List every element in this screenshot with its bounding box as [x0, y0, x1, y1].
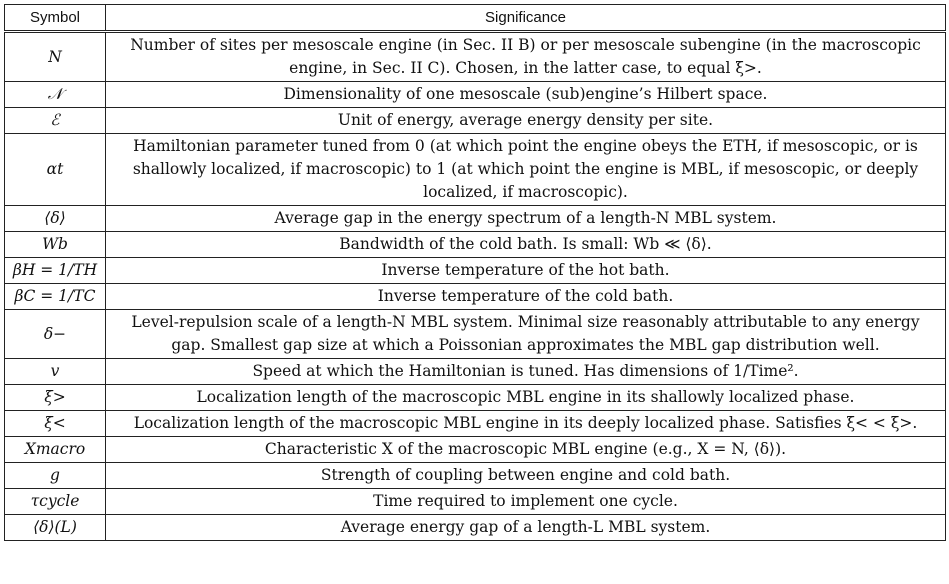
symbol-cell: N: [5, 32, 106, 82]
significance-cell: Hamiltonian parameter tuned from 0 (at which point the engine obeys the ETH, if mesoscopic, or is shallowly localized, if macroscopic) to 1 (at which point the engine is MBL, if mesoscopic, or deeply localized, if macroscopic).: [106, 134, 946, 206]
table-row: [5, 359, 946, 385]
significance-cell: Dimensionality of one mesoscale (sub)engine’s Hilbert space.: [106, 82, 946, 108]
table-row: [5, 206, 946, 232]
table-row: [5, 310, 946, 359]
symbol-cell: g: [5, 463, 106, 489]
symbol-cell: ⟨δ⟩(L): [5, 515, 106, 541]
significance-cell: Bandwidth of the cold bath. Is small: Wb ≪ ⟨δ⟩.: [106, 232, 946, 258]
table-row: [5, 284, 946, 310]
symbol-table: [4, 4, 946, 541]
significance-cell: Inverse temperature of the cold bath.: [106, 284, 946, 310]
significance-cell: Average gap in the energy spectrum of a length-N MBL system.: [106, 206, 946, 232]
significance-cell: Strength of coupling between engine and cold bath.: [106, 463, 946, 489]
symbol-cell: βC = 1/TC: [5, 284, 106, 310]
symbol-cell: v: [5, 359, 106, 385]
header-symbol: Symbol: [5, 5, 106, 32]
table-header-row: [5, 5, 946, 32]
table-row: [5, 411, 946, 437]
symbol-cell: αt: [5, 134, 106, 206]
table-row: [5, 108, 946, 134]
symbol-cell: Wb: [5, 232, 106, 258]
symbol-cell: ξ>: [5, 385, 106, 411]
significance-cell: Speed at which the Hamiltonian is tuned. Has dimensions of 1/Time².: [106, 359, 946, 385]
table-row: [5, 258, 946, 284]
table-row: [5, 463, 946, 489]
symbol-cell: βH = 1/TH: [5, 258, 106, 284]
table-row: [5, 515, 946, 541]
table-row: [5, 437, 946, 463]
table-row: [5, 232, 946, 258]
header-significance: Significance: [106, 5, 946, 32]
significance-cell: Localization length of the macroscopic MBL engine in its deeply localized phase. Satisfies ξ< < ξ>.: [106, 411, 946, 437]
significance-cell: Inverse temperature of the hot bath.: [106, 258, 946, 284]
table-row: [5, 134, 946, 206]
symbol-cell: δ−: [5, 310, 106, 359]
significance-cell: Average energy gap of a length-L MBL system.: [106, 515, 946, 541]
symbol-cell: ℰ: [5, 108, 106, 134]
table-row: [5, 32, 946, 82]
symbol-cell: ξ<: [5, 411, 106, 437]
significance-cell: Localization length of the macroscopic MBL engine in its shallowly localized phase.: [106, 385, 946, 411]
table-row: [5, 489, 946, 515]
symbol-cell: 𝒩: [5, 82, 106, 108]
significance-cell: Characteristic X of the macroscopic MBL engine (e.g., X = N, ⟨δ⟩).: [106, 437, 946, 463]
table-row: [5, 82, 946, 108]
symbol-cell: τcycle: [5, 489, 106, 515]
symbol-cell: Xmacro: [5, 437, 106, 463]
table-row: [5, 385, 946, 411]
significance-cell: Level-repulsion scale of a length-N MBL system. Minimal size reasonably attributable to any energy gap. Smallest gap size at which a Poissonian approximates the MBL gap distribution well.: [106, 310, 946, 359]
significance-cell: Time required to implement one cycle.: [106, 489, 946, 515]
significance-cell: Number of sites per mesoscale engine (in Sec. II B) or per mesoscale subengine (in the macroscopic engine, in Sec. II C). Chosen, in the latter case, to equal ξ>.: [106, 32, 946, 82]
symbol-cell: ⟨δ⟩: [5, 206, 106, 232]
significance-cell: Unit of energy, average energy density per site.: [106, 108, 946, 134]
